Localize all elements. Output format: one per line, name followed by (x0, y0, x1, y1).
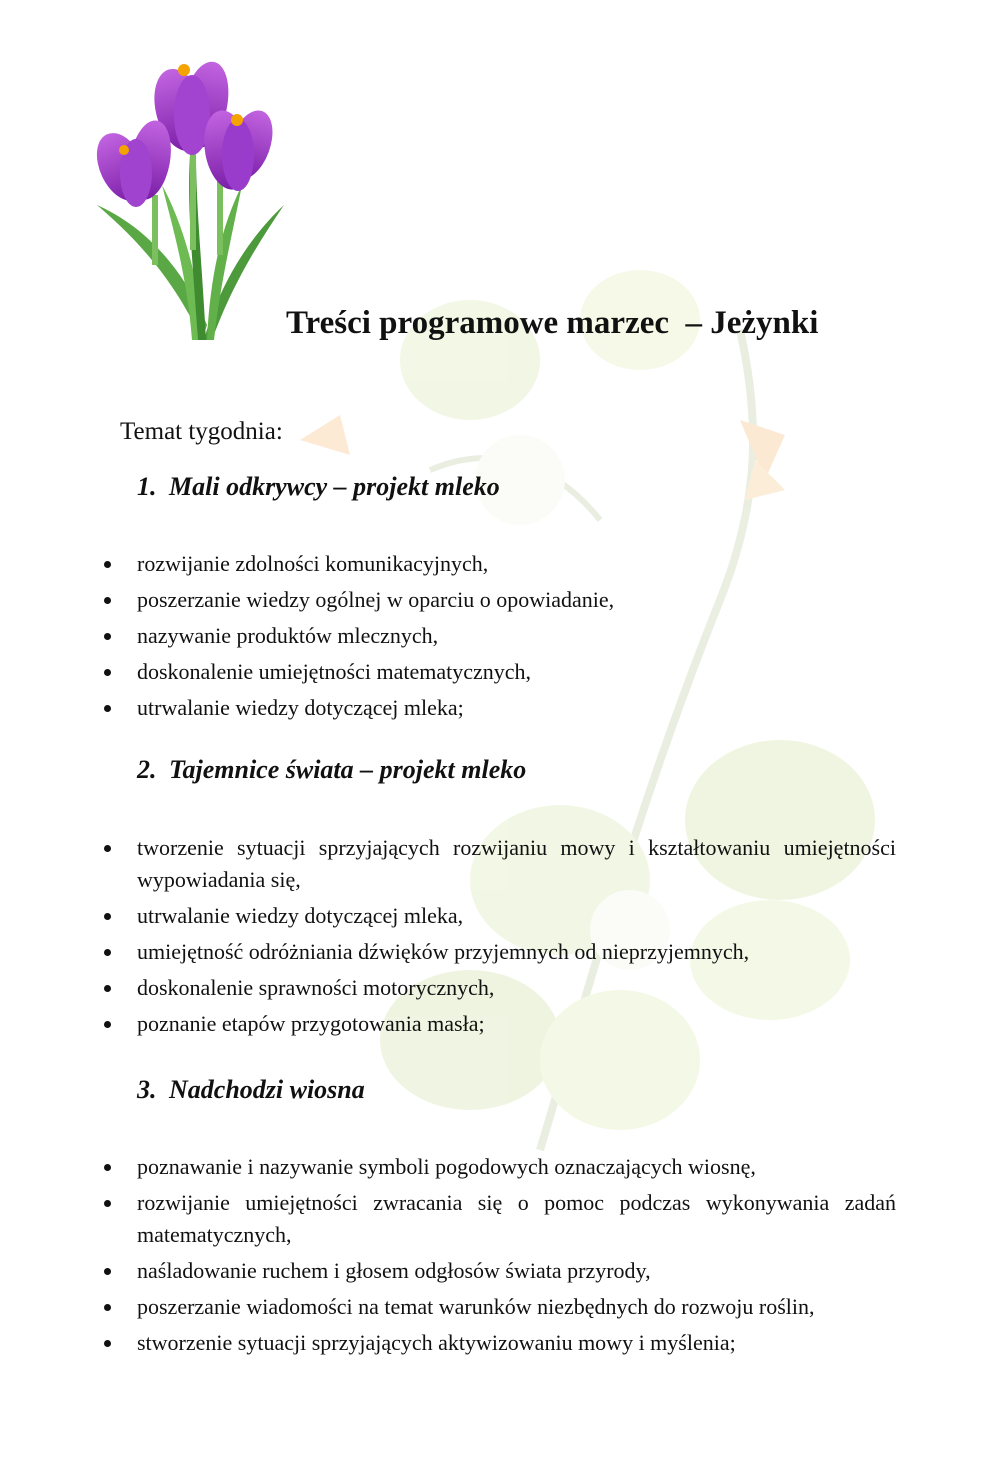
list-item: doskonalenie umiejętności matematycznych, (0, 656, 896, 688)
list-item: naśladowanie ruchem i głosem odgłosów świata przyrody, (0, 1255, 896, 1287)
bullet-icon (104, 913, 111, 920)
bullet-icon (104, 845, 111, 852)
bullet-icon (104, 669, 111, 676)
bullet-icon (104, 705, 111, 712)
list-item: poszerzanie wiedzy ogólnej w oparciu o opowiadanie, (0, 584, 896, 616)
list-item: utrwalanie wiedzy dotyczącej mleka; (0, 692, 896, 724)
bullet-icon (104, 597, 111, 604)
week-title: Nadchodzi wiosna (169, 1075, 365, 1104)
bullet-icon (104, 561, 111, 568)
week-title: Tajemnice świata – projekt mleko (169, 755, 527, 784)
bullet-icon (104, 985, 111, 992)
crocus-flowers-icon (92, 55, 287, 345)
week-number: 1. (137, 472, 157, 501)
bullet-icon (104, 1340, 111, 1347)
list-item: stworzenie sytuacji sprzyjających aktywizowaniu mowy i myślenia; (0, 1327, 896, 1359)
list-item: nazywanie produktów mlecznych, (0, 620, 896, 652)
bullet-icon (104, 1021, 111, 1028)
list-item: poszerzanie wiadomości na temat warunków niezbędnych do rozwoju roślin, (0, 1291, 896, 1323)
week-topic-label: Temat tygodnia: (120, 418, 283, 445)
bullet-icon (104, 1268, 111, 1275)
page-title: Treści programowe marzec – Jeżynki (286, 305, 819, 341)
list-item: poznawanie i nazywanie symboli pogodowych oznaczających wiosnę, (0, 1151, 896, 1183)
week-1-points (0, 548, 896, 728)
week-heading-2 (137, 755, 526, 785)
week-number: 2. (137, 755, 157, 784)
bullet-icon (104, 633, 111, 640)
list-item: tworzenie sytuacji sprzyjających rozwijaniu mowy i kształtowaniu umiejętności wypowiadania się, (0, 832, 896, 896)
list-item: rozwijanie zdolności komunikacyjnych, (0, 548, 896, 580)
bullet-icon (104, 1164, 111, 1171)
list-item: poznanie etapów przygotowania masła; (0, 1008, 896, 1040)
week-title: Mali odkrywcy – projekt mleko (169, 472, 500, 501)
list-item: umiejętność odróżniania dźwięków przyjemnych od nieprzyjemnych, (0, 936, 896, 968)
week-3-points (0, 1151, 896, 1363)
week-number: 3. (137, 1075, 157, 1104)
week-2-points (0, 832, 896, 1044)
bullet-icon (104, 1200, 111, 1207)
list-item: doskonalenie sprawności motorycznych, (0, 972, 896, 1004)
bullet-icon (104, 949, 111, 956)
bullet-icon (104, 1304, 111, 1311)
week-heading-1 (137, 472, 500, 502)
list-item: rozwijanie umiejętności zwracania się o pomoc podczas wykonywania zadań matematycznych, (0, 1187, 896, 1251)
week-heading-3 (137, 1075, 365, 1105)
list-item: utrwalanie wiedzy dotyczącej mleka, (0, 900, 896, 932)
